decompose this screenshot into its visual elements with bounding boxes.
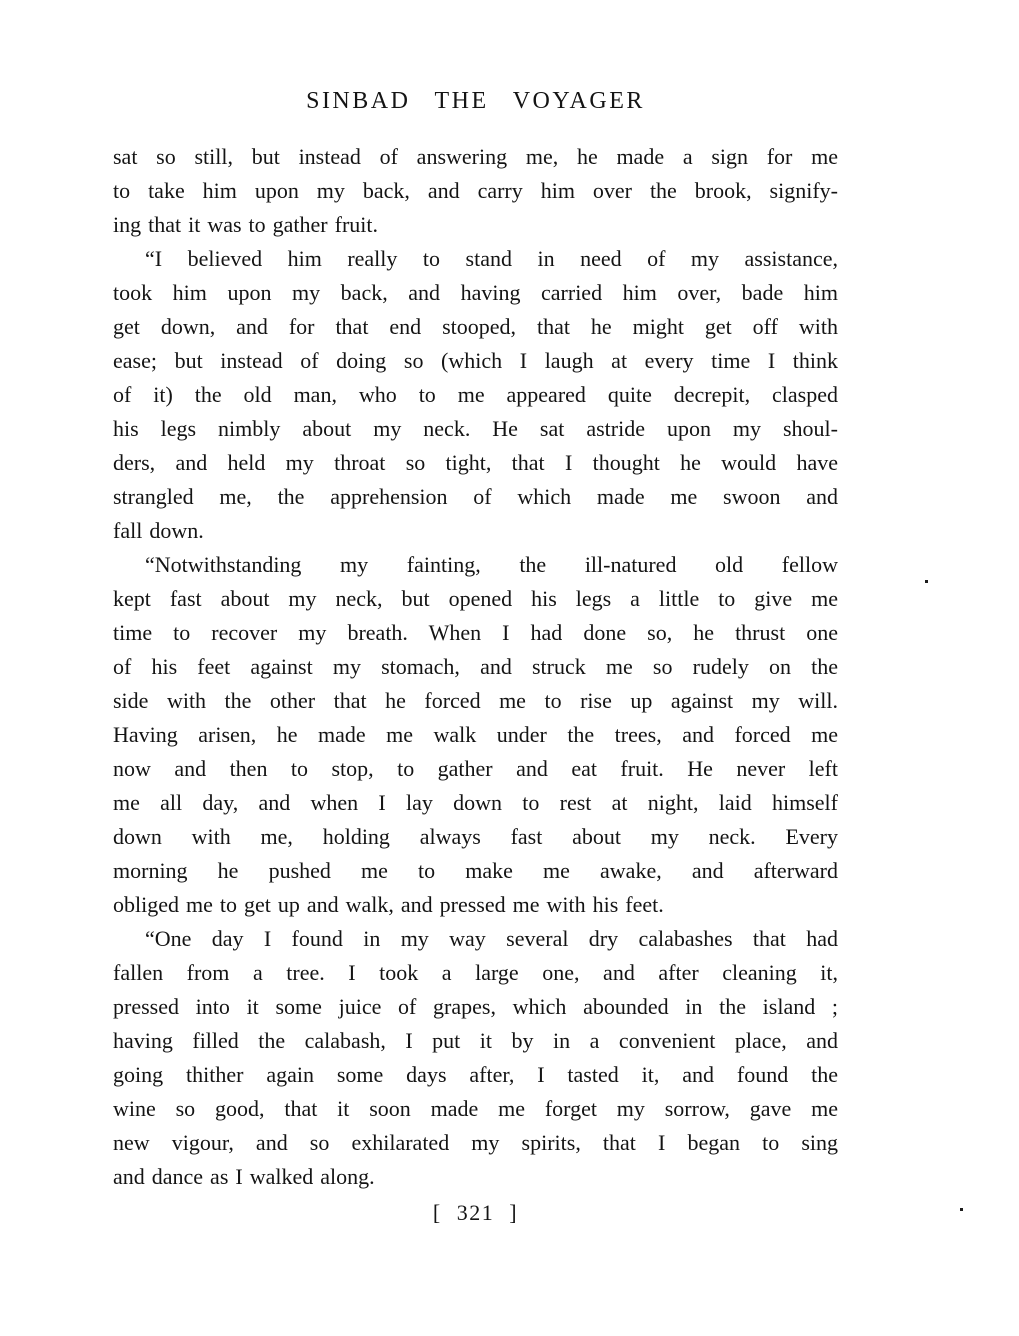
text-line: sat so still, but instead of answering me, he made a sign for me — [113, 144, 838, 169]
text-line: obliged me to get up and walk, and pressed me with his feet. — [113, 892, 664, 917]
text-line: down with me, holding always fast about my neck. Every — [113, 824, 838, 849]
text-line: “One day I found in my way several dry calabashes that had — [145, 926, 838, 951]
text-line: pressed into it some juice of grapes, which abounded in the island ; — [113, 994, 838, 1019]
page-body — [113, 140, 838, 1194]
text-line: side with the other that he forced me to rise up against my will. — [113, 688, 838, 713]
scan-speck — [960, 1208, 963, 1211]
text-line: get down, and for that end stooped, that he might get off with — [113, 314, 838, 339]
running-head: SINBAD THE VOYAGER — [306, 88, 645, 114]
scan-speck — [925, 580, 928, 583]
text-line: going thither again some days after, I tasted it, and found the — [113, 1062, 838, 1087]
text-line: took him upon my back, and having carried him over, bade him — [113, 280, 838, 305]
paragraph — [113, 242, 838, 548]
text-line: time to recover my breath. When I had done so, he thrust one — [113, 620, 838, 645]
paragraph — [113, 922, 838, 1194]
text-line: new vigour, and so exhilarated my spirits, that I began to sing — [113, 1130, 838, 1155]
text-line: ing that it was to gather fruit. — [113, 212, 378, 237]
text-line: “I believed him really to stand in need of my assistance, — [145, 246, 838, 271]
text-line: his legs nimbly about my neck. He sat astride upon my shoul- — [113, 416, 838, 441]
text-line: morning he pushed me to make me awake, and afterward — [113, 858, 838, 883]
text-line: me all day, and when I lay down to rest at night, laid himself — [113, 790, 838, 815]
page-number: [ 321 ] — [432, 1200, 519, 1225]
text-line: ders, and held my throat so tight, that I thought he would have — [113, 450, 838, 475]
text-line: ease; but instead of doing so (which I laugh at every time I think — [113, 348, 838, 373]
text-line: Having arisen, he made me walk under the trees, and forced me — [113, 722, 838, 747]
text-line: and dance as I walked along. — [113, 1164, 375, 1189]
text-line: fall down. — [113, 518, 204, 543]
text-line: of his feet against my stomach, and struck me so rudely on the — [113, 654, 838, 679]
text-line: fallen from a tree. I took a large one, and after cleaning it, — [113, 960, 838, 985]
text-line: now and then to stop, to gather and eat fruit. He never left — [113, 756, 838, 781]
text-line: having filled the calabash, I put it by in a convenient place, and — [113, 1028, 838, 1053]
text-line: kept fast about my neck, but opened his legs a little to give me — [113, 586, 838, 611]
text-line: of it) the old man, who to me appeared quite decrepit, clasped — [113, 382, 838, 407]
paragraph — [113, 140, 838, 242]
paragraph — [113, 548, 838, 922]
text-line: “Notwithstanding my fainting, the ill-natured old fellow — [145, 552, 838, 577]
text-line: strangled me, the apprehension of which made me swoon and — [113, 484, 838, 509]
text-line: to take him upon my back, and carry him over the brook, signify- — [113, 178, 838, 203]
text-line: wine so good, that it soon made me forget my sorrow, gave me — [113, 1096, 838, 1121]
